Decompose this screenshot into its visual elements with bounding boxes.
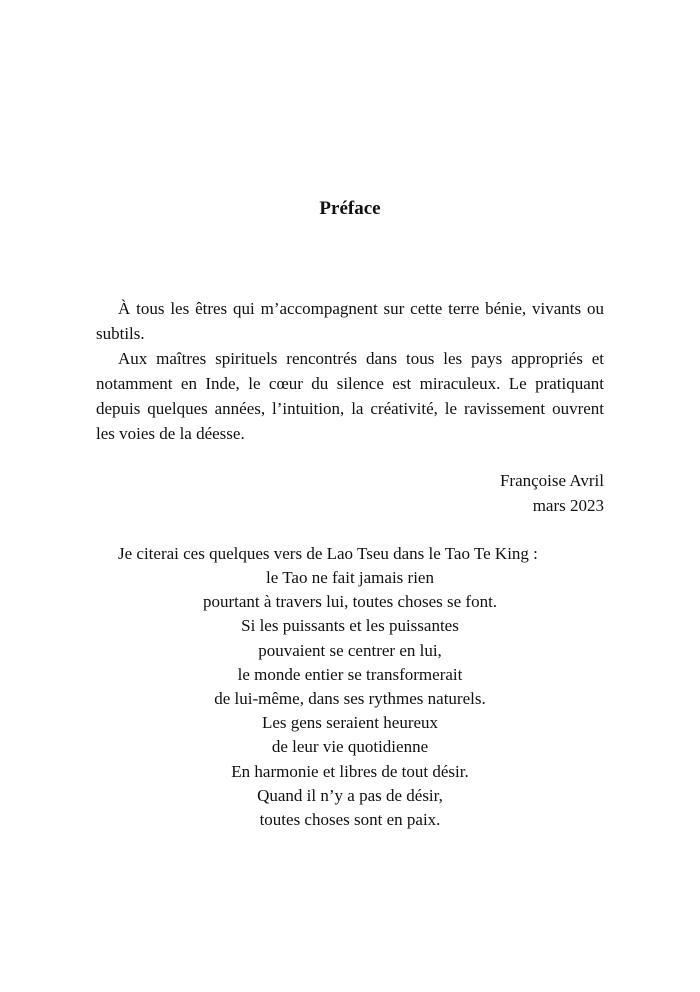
poem-line: de leur vie quotidienne — [271, 737, 429, 757]
signature-block — [500, 468, 604, 518]
poem — [0, 566, 700, 832]
poem-line: pourtant à travers lui, toutes choses se font. — [202, 592, 498, 612]
page-title: Préface — [319, 198, 381, 219]
paragraph-dedication: À tous les êtres qui m’accompagnent sur cette terre bénie, vivants ou subtils. — [96, 299, 604, 343]
poem-line: toutes choses sont en paix. — [259, 810, 441, 830]
quote-intro: Je citerai ces quelques vers de Lao Tseu dans le Tao Te King : — [118, 544, 538, 563]
poem-line: pouvaient se centrer en lui, — [258, 640, 442, 660]
poem-line: Si les puissants et les puissantes — [241, 616, 459, 636]
signature-author: Françoise Avril — [499, 471, 604, 490]
poem-line: le monde entier se transformerait — [237, 664, 463, 684]
paragraph-masters: Aux maîtres spirituels rencontrés dans tous les pays appropriés et notamment en Inde, le cœur du silence est miraculeux. Le pratiquant depuis quelques années, l’intuition, la créativité, le ravissement ouvrent les voies de la déesse. — [96, 349, 604, 443]
poem-line: Quand il n’y a pas de désir, — [257, 785, 443, 805]
preface-body — [96, 296, 604, 446]
poem-line: le Tao ne fait jamais rien — [266, 568, 434, 587]
poem-line: Les gens seraient heureux — [261, 713, 439, 733]
signature-date: mars 2023 — [532, 496, 604, 515]
poem-line: En harmonie et libres de tout désir. — [231, 761, 469, 781]
poem-line: de lui-même, dans ses rythmes naturels. — [214, 689, 486, 709]
